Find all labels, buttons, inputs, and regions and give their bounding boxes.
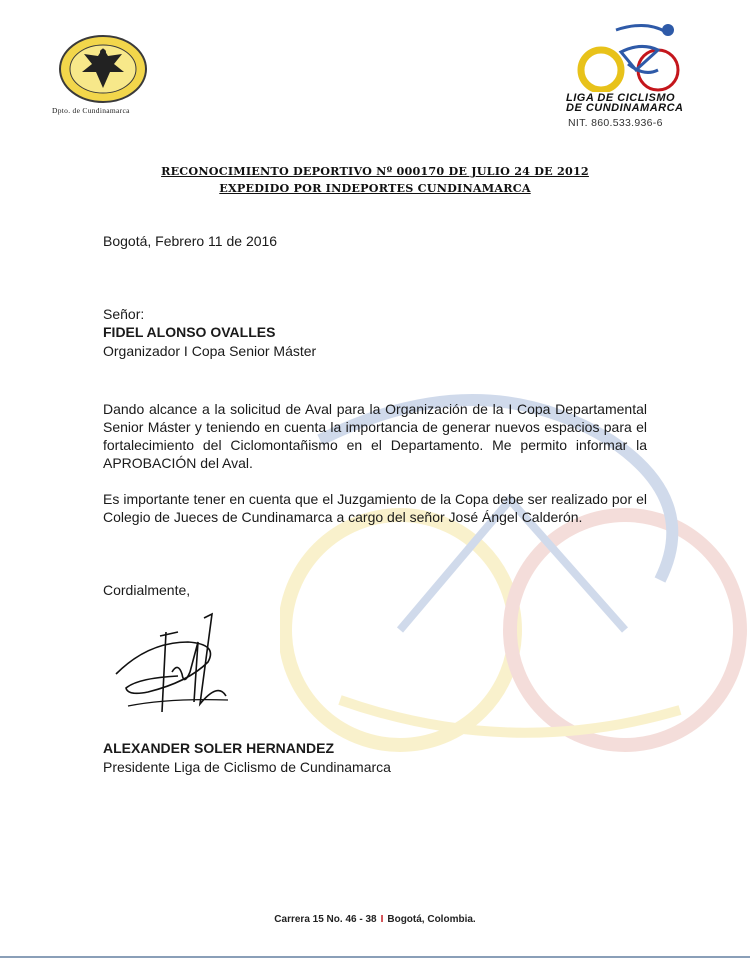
seal-caption: Dpto. de Cundinamarca	[52, 106, 130, 115]
body-paragraph-1: Dando alcance a la solicitud de Aval para la Organización de la I Copa Departamental Senior Máster y teniendo en cuenta la importancia de generar nuevos espacios para el fortalecimiento del Ciclomontañismo en el Departamento. Me permito informar la APROBACIÓN del Aval.	[103, 401, 647, 471]
league-name-line1: LIGA DE CICLISMO	[566, 92, 676, 104]
signature-icon	[108, 612, 248, 732]
closing: Cordialmente,	[103, 582, 191, 598]
footer-rule	[0, 956, 750, 958]
footer-street: Carrera 15 No. 46 - 38	[274, 914, 377, 925]
footer-city: Bogotá, Colombia.	[387, 914, 476, 925]
salutation: Señor:	[103, 306, 145, 322]
issuer-title: EXPEDIDO POR INDEPORTES CUNDINAMARCA	[219, 181, 531, 195]
recognition-title: RECONOCIMIENTO DEPORTIVO Nº 000170 DE JULIO 24 DE 2012	[161, 164, 589, 178]
league-name	[566, 93, 696, 113]
cundinamarca-seal-icon	[58, 34, 148, 104]
league-nit: NIT. 860.533.936-6	[568, 117, 663, 129]
recipient-name: FIDEL ALONSO OVALLES	[103, 324, 276, 340]
league-name-line2: DE CUNDINAMARCA	[566, 102, 684, 114]
letter-date: Bogotá, Febrero 11 de 2016	[103, 233, 278, 249]
body-paragraph-2: Es importante tener en cuenta que el Juzgamiento de la Copa debe ser realizado por el Colegio de Jueces de Cundinamarca a cargo del señor José Ángel Calderón.	[103, 491, 647, 525]
cycling-league-logo-icon	[566, 22, 688, 92]
signer-title: Presidente Liga de Ciclismo de Cundinamarca	[103, 759, 391, 775]
footer-address	[0, 914, 750, 925]
footer-separator: I	[380, 914, 384, 925]
signer-name: ALEXANDER SOLER HERNANDEZ	[103, 740, 335, 756]
recipient-role: Organizador I Copa Senior Máster	[103, 343, 317, 359]
